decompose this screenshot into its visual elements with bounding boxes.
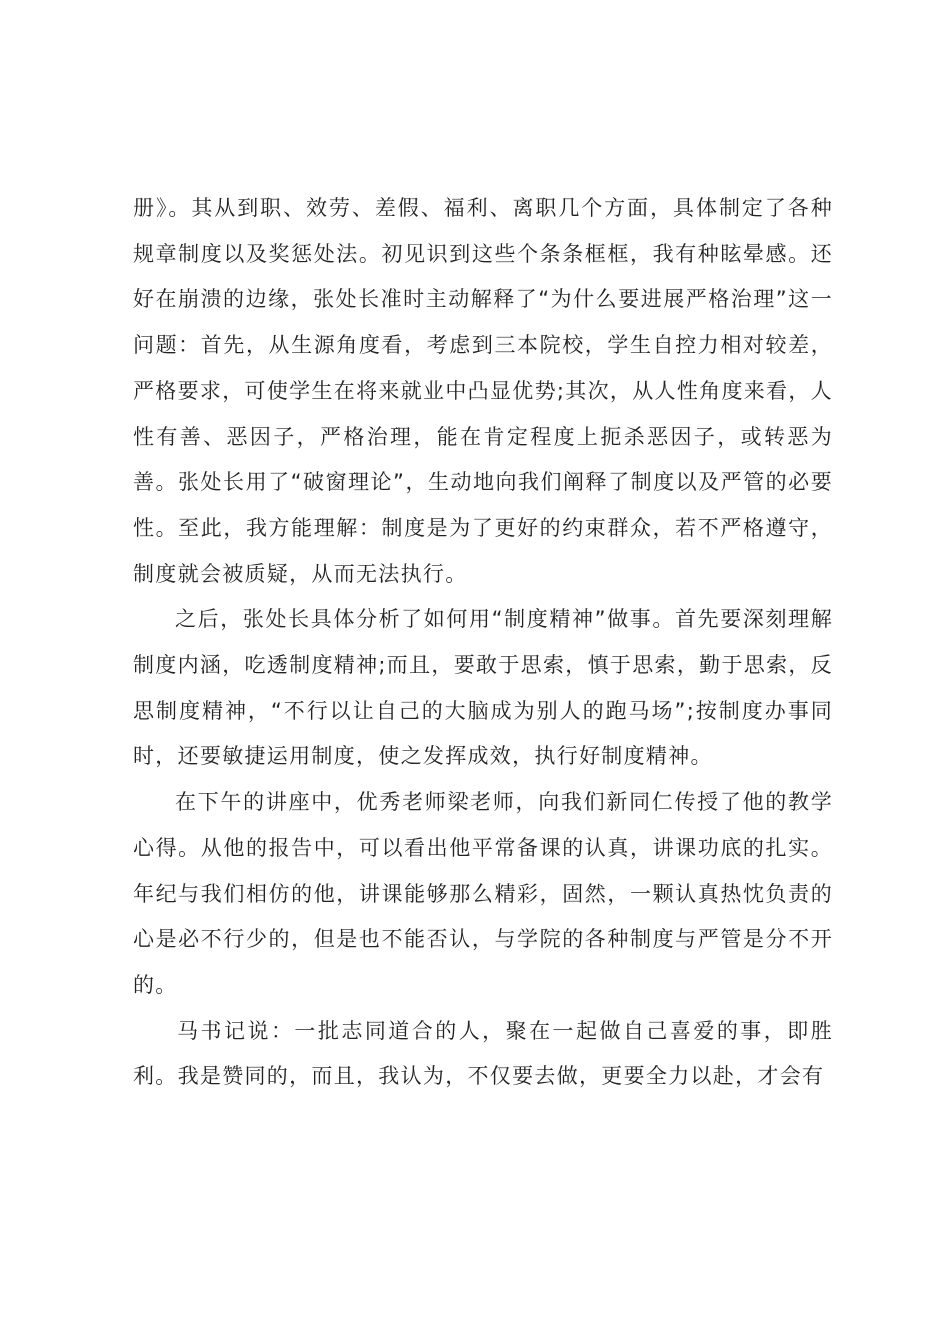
paragraph-1: 册》。其从到职、效劳、差假、福利、离职几个方面，具体制定了各种规章制度以及奖惩处法。初见识到这些个条条框框，我有种眩晕感。还好在崩溃的边缘，张处长准时主动解释了“为什么要进展严格治理”这一问题：首先，从生源角度看，考虑到三本院校，学生自控力相对较差，严格要求，可使学生在将来就业中凸显优势;其次，从人性角度来看，人性有善、恶因子，严格治理，能在肯定程度上扼杀恶因子，或转恶为善。张处长用了“破窗理论”，生动地向我们阐释了制度以及严管的必要性。至此，我方能理解：制度是为了更好的约束群众，若不严格遵守，制度就会被质疑，从而无法执行。: [133, 196, 833, 586]
body-text: [133, 186, 833, 1100]
paragraph-3: 在下午的讲座中，优秀老师梁老师，向我们新同仁传授了他的教学心得。从他的报告中，可以看出他平常备课的认真，讲课功底的扎实。年纪与我们相仿的他，讲课能够那么精彩，固然，一颗认真热忱负责的心是必不行少的，但是也不能否认，与学院的各种制度与严管是分不开的。: [133, 790, 833, 997]
paragraph-2: 之后，张处长具体分析了如何用“制度精神”做事。首先要深刻理解制度内涵，吃透制度精神;而且，要敢于思索，慎于思索，勤于思索，反思制度精神，“不行以让自己的大脑成为别人的跑马场”;按制度办事同时，还要敏捷运用制度，使之发挥成效，执行好制度精神。: [133, 607, 833, 769]
paragraph-4: 马书记说：一批志同道合的人，聚在一起做自己喜爱的事，即胜利。我是赞同的，而且，我认为，不仅要去做，更要全力以赴，才会有: [133, 1018, 833, 1089]
